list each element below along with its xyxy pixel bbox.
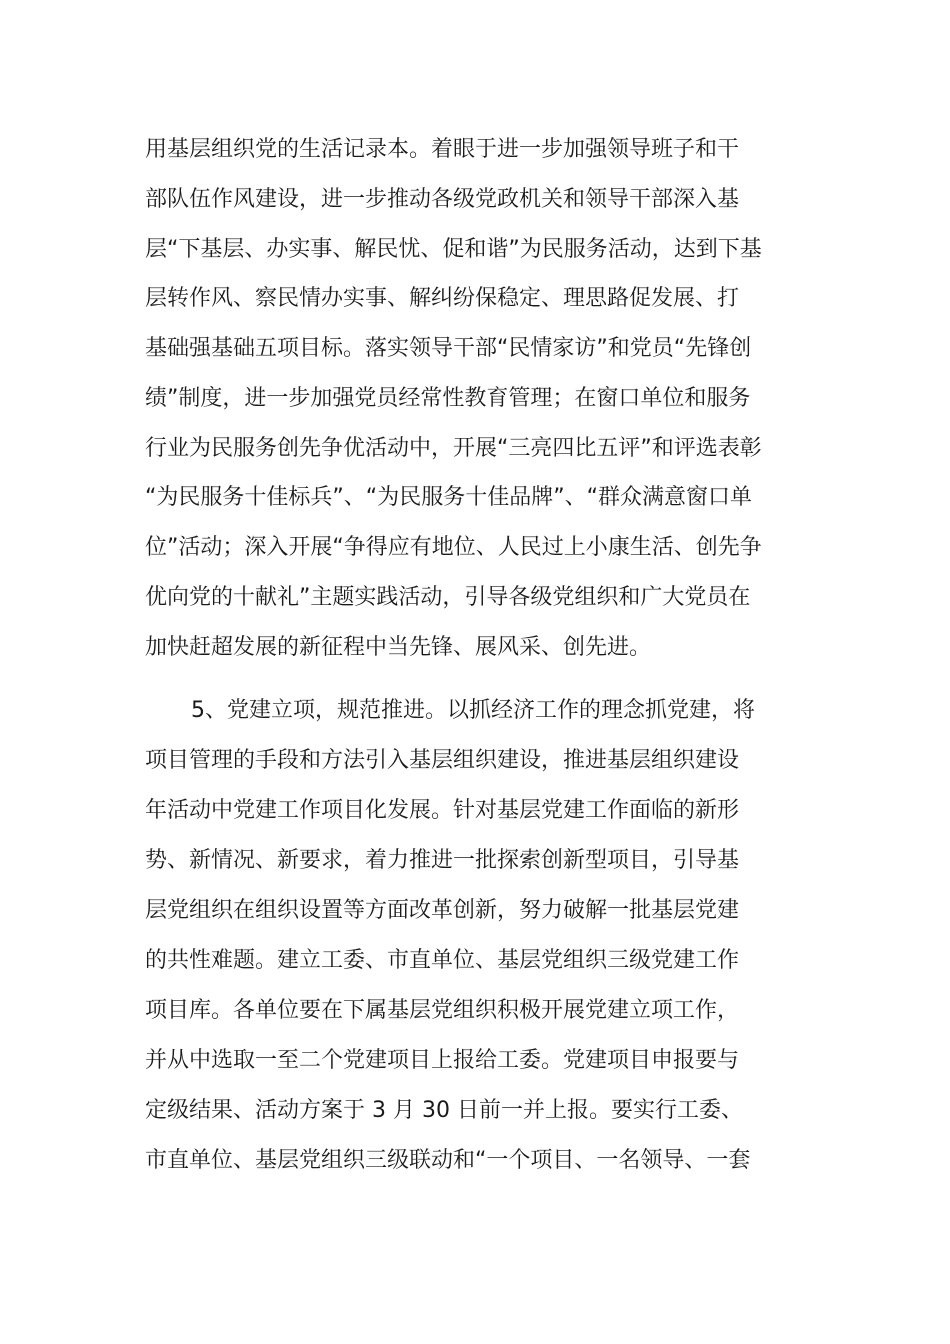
paragraph-line: 部队伍作风建设，进一步推动各级党政机关和领导干部深入基 <box>145 187 740 212</box>
paragraph-line: 基础强基础五项目标。落实领导干部“民情家访”和党员“先锋创 <box>145 336 752 361</box>
paragraph-line: 优向党的十献礼”主题实践活动，引导各级党组织和广大党员在 <box>145 585 751 610</box>
paragraph-line: 层党组织在组织设置等方面改革创新，努力破解一批基层党建 <box>145 898 740 923</box>
paragraph-line: 年活动中党建工作项目化发展。针对基层党建工作面临的新形 <box>145 798 740 823</box>
paragraph-line: 层转作风、察民情办实事、解纠纷保稳定、理思路促发展、打 <box>145 286 740 311</box>
paragraph-line: 位”活动；深入开展“争得应有地位、人民过上小康生活、创先争 <box>145 535 762 560</box>
paragraph-line: 定级结果、活动方案于 3 月 30 日前一并上报。要实行工委、 <box>145 1098 743 1123</box>
paragraph-line: 并从中选取一至二个党建项目上报给工委。党建项目申报要与 <box>145 1048 740 1073</box>
paragraph-line: 绩”制度，进一步加强党员经常性教育管理；在窗口单位和服务 <box>145 386 751 411</box>
paragraph-line: 的共性难题。建立工委、市直单位、基层党组织三级党建工作 <box>145 948 740 973</box>
paragraph-line: 5、党建立项，规范推进。以抓经济工作的理念抓党建，将 <box>191 698 755 723</box>
paragraph-line: 项目库。各单位要在下属基层党组织积极开展党建立项工作， <box>145 998 740 1023</box>
paragraph-line: 项目管理的手段和方法引入基层组织建设，推进基层组织建设 <box>145 748 740 773</box>
paragraph-line: 市直单位、基层党组织三级联动和“一个项目、一名领导、一套 <box>145 1148 751 1173</box>
paragraph-line: 用基层组织党的生活记录本。着眼于进一步加强领导班子和干 <box>145 137 740 162</box>
paragraph-line: 势、新情况、新要求，着力推进一批探索创新型项目，引导基 <box>145 848 740 873</box>
paragraph-line: 层“下基层、办实事、解民忧、促和谐”为民服务活动，达到下基 <box>145 237 762 262</box>
paragraph-line: 加快赶超发展的新征程中当先锋、展风采、创先进。 <box>145 635 652 660</box>
paragraph-line: 行业为民服务创先争优活动中，开展“三亮四比五评”和评选表彰 <box>145 436 762 461</box>
paragraph-line: “为民服务十佳标兵”、“为民服务十佳品牌”、“群众满意窗口单 <box>145 485 752 510</box>
